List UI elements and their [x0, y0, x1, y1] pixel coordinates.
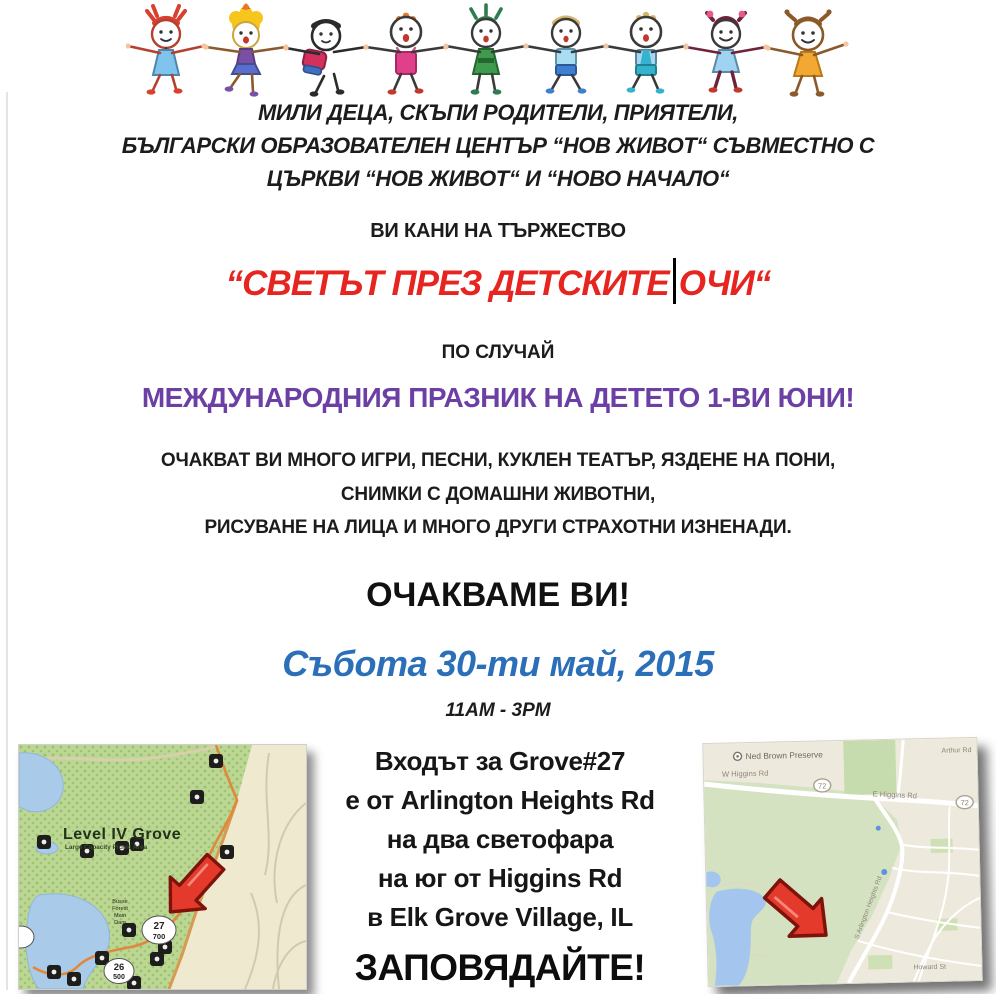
- svg-text:500: 500: [113, 974, 125, 981]
- preserve-marker-icon: [733, 752, 741, 760]
- svg-text:Forest: Forest: [112, 906, 128, 912]
- svg-text:Busse: Busse: [112, 899, 128, 905]
- map-area-roads: [702, 737, 982, 987]
- route-72-shield-west: [814, 779, 831, 792]
- await-line: ОЧАКВАМЕ ВИ!: [366, 576, 630, 614]
- map-grove-27: [18, 744, 307, 990]
- svg-text:72: 72: [960, 798, 969, 808]
- child-orange-hair: [363, 13, 448, 95]
- holiday-line: МЕЖДУНАРОДНИЯ ПРАЗНИК НА ДЕТЕТО 1-ВИ ЮНИ!: [141, 382, 855, 413]
- child-maroon-hair: [683, 11, 768, 93]
- grove-27-marker: [142, 916, 176, 944]
- welcome-line: ЗАПОВЯДАЙТЕ!: [354, 947, 646, 988]
- header-line-3: ЦЪРКВИ “НОВ ЖИВОТ“ И “НОВО НАЧАЛО“: [266, 166, 730, 191]
- activities-line-1: ОЧАКВАТ ВИ МНОГО ИГРИ, ПЕСНИ, КУКЛЕН ТЕАТЪР, ЯЗДЕНЕ НА ПОНИ,: [160, 450, 836, 471]
- activities-line-2: СНИМКИ С ДОМАШНИ ЖИВОТНИ,: [340, 484, 656, 505]
- event-time: 11AM - 3PM: [445, 700, 551, 721]
- directions-line: на юг от Higgins Rd: [377, 863, 623, 893]
- children-illustration: [126, 2, 870, 102]
- svg-text:S Arlington Heights Rd: S Arlington Heights Rd: [853, 875, 884, 941]
- svg-text:Howard St: Howard St: [913, 963, 947, 972]
- grove-title: Level IV Grove: [63, 826, 182, 843]
- directions-line: Входът за Grove#27: [374, 746, 626, 776]
- event-title-part1: “СВЕТЪТ ПРЕЗ ДЕТСКИТЕ: [225, 264, 669, 303]
- directions-line: е от Arlington Heights Rd: [345, 785, 655, 815]
- occasion-label: ПО СЛУЧАЙ: [441, 342, 555, 363]
- directions-block: [300, 742, 700, 987]
- svg-text:26: 26: [113, 962, 125, 973]
- event-title: [0, 258, 996, 304]
- directions-line: на два светофара: [386, 824, 614, 854]
- child-brown-hair: [765, 9, 848, 96]
- text-cursor: [673, 258, 676, 304]
- child-blond-hair: [523, 19, 608, 94]
- child-black-hair: [283, 22, 368, 97]
- activities-line-3: РИСУВАНЕ НА ЛИЦА И МНОГО ДРУГИ СТРАХОТНИ ИЗНЕНАДИ.: [204, 517, 792, 538]
- svg-text:Arthur Rd: Arthur Rd: [941, 747, 972, 755]
- svg-text:Main: Main: [113, 913, 127, 919]
- event-date: Събота 30-ти май, 2015: [282, 643, 714, 684]
- invite-line: ВИ КАНИ НА ТЪРЖЕСТВО: [370, 220, 626, 242]
- svg-text:W Higgins Rd: W Higgins Rd: [721, 768, 769, 779]
- child-yellow-hair: [203, 3, 288, 97]
- event-title-part2: ОЧИ“: [678, 264, 771, 303]
- child-green-hair: [443, 5, 528, 95]
- grove-subtitle: Large Capacity Picnic Area: [65, 844, 148, 851]
- svg-text:72: 72: [817, 781, 827, 791]
- header-line-2: БЪЛГАРСКИ ОБРАЗОВАТЕЛЕН ЦЕНТЪР “НОВ ЖИВОТ“ СЪВМЕСТНО С: [121, 133, 875, 158]
- child-tan-hair: [603, 12, 688, 94]
- header-line-1: МИЛИ ДЕЦА, СКЪПИ РОДИТЕЛИ, ПРИЯТЕЛИ,: [257, 100, 738, 125]
- svg-text:Dam: Dam: [114, 920, 126, 926]
- svg-text:Ned Brown Preserve: Ned Brown Preserve: [745, 749, 823, 762]
- grove-26-marker: [104, 959, 134, 984]
- directions-line: в Elk Grove Village, IL: [367, 902, 633, 932]
- svg-text:E Higgins Rd: E Higgins Rd: [872, 789, 918, 801]
- svg-text:27: 27: [153, 921, 165, 932]
- svg-text:700: 700: [152, 932, 166, 941]
- route-72-shield-east: [956, 796, 973, 809]
- child-red-hair: [126, 6, 207, 95]
